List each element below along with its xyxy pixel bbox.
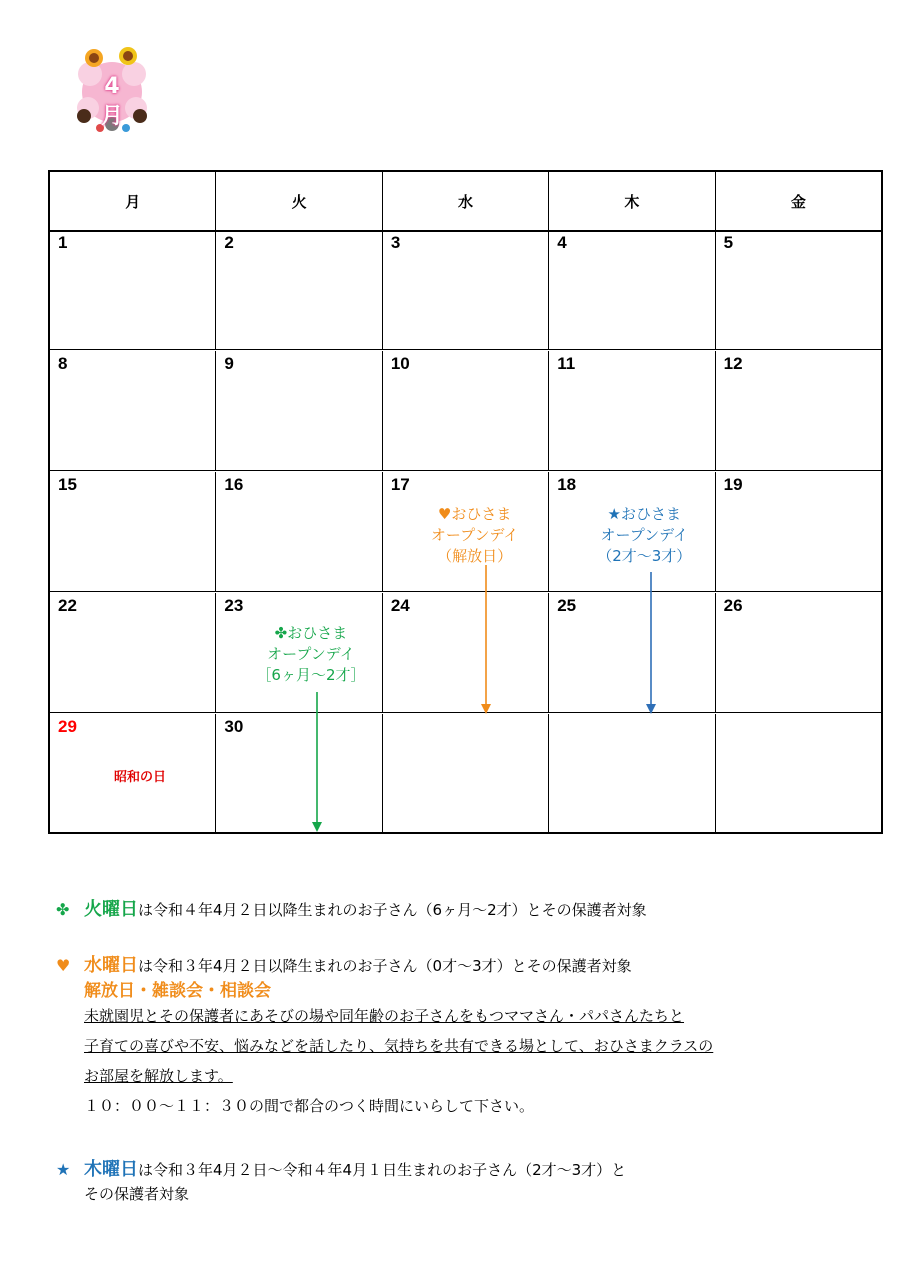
- day-number: 22: [58, 596, 77, 615]
- event-subtitle: オープンデイ: [267, 645, 355, 663]
- legend-text: は令和３年4月２日～令和４年4月１日生まれのお子さん（2才～3才）と: [138, 1161, 627, 1179]
- day-cell: [549, 714, 715, 834]
- weekday-wed: 水: [383, 172, 549, 230]
- day-number: 26: [723, 596, 743, 615]
- day-cell: [216, 714, 382, 834]
- event-title: ♥おひさま: [437, 505, 512, 523]
- day-cell: [716, 230, 881, 349]
- day-number: 12: [723, 354, 743, 373]
- day-number: 16: [224, 475, 244, 494]
- day-number: 8: [58, 354, 68, 373]
- calendar-table: [48, 170, 883, 834]
- legend-subheading: 解放日・雑談会・相談会: [84, 981, 271, 1001]
- legend-description-line: お部屋を解放します。: [84, 1067, 233, 1085]
- legend-day: 木曜日: [84, 1159, 138, 1180]
- month-label: 4月: [100, 74, 123, 129]
- day-number: 11: [557, 354, 576, 373]
- week-row-3: [50, 472, 881, 592]
- day-cell: [383, 230, 549, 349]
- legend-text: は令和４年4月２日以降生まれのお子さん（6ヶ月～2才）とその保護者対象: [138, 901, 647, 919]
- day-cell: [716, 714, 881, 834]
- event-target: （解放日）: [437, 547, 513, 565]
- april-logo: [70, 44, 154, 136]
- legend-description-line: 未就園児とその保護者にあそびの場や同年齢のお子さんをもつママさん・パパさんたちと: [84, 1007, 685, 1025]
- day-number: 25: [557, 596, 577, 615]
- week-row-2: [50, 351, 881, 471]
- day-number: 30: [224, 717, 244, 736]
- legend-wednesday: [56, 954, 876, 1118]
- event-subtitle: オープンデイ: [600, 526, 689, 544]
- day-cell: [549, 472, 715, 591]
- day-cell: [716, 351, 881, 470]
- day-number: 1: [58, 233, 68, 252]
- day-number: 2: [224, 233, 234, 252]
- heart-icon: ♥: [56, 956, 71, 975]
- day-number: 15: [58, 475, 77, 494]
- day-cell: [216, 593, 382, 712]
- legend-thursday: [56, 1158, 876, 1206]
- event-title: ✤おひさま: [274, 624, 348, 642]
- weekday-tue: 火: [216, 172, 382, 230]
- day-cell: [50, 230, 216, 349]
- day-number: 17: [390, 475, 410, 494]
- day-cell: [549, 230, 715, 349]
- day-number: 5: [723, 233, 734, 252]
- legend-description-line: 子育ての喜びや不安、悩みなどを話したり、気持ちを共有できる場として、おひさまクラスの: [84, 1037, 714, 1055]
- day-cell: [716, 472, 881, 591]
- day-cell: [716, 593, 881, 712]
- day-number: 9: [224, 354, 234, 373]
- weekday-thu: 木: [549, 172, 715, 230]
- day-cell: [216, 230, 382, 349]
- day-cell: [216, 351, 382, 470]
- clover-icon: ✤: [56, 900, 70, 919]
- day-cell: [383, 714, 549, 834]
- day-cell: [383, 351, 549, 470]
- event-title: ★おひさま: [607, 505, 681, 523]
- day-cell: [50, 472, 216, 591]
- weekday-header: [50, 172, 881, 232]
- week-row-5: [50, 714, 881, 834]
- event-target: ［6ヶ月～2才］: [256, 666, 366, 684]
- legend-tuesday: [56, 898, 876, 922]
- day-cell: [50, 714, 216, 834]
- day-cell: [50, 351, 216, 470]
- day-number: 4: [557, 233, 567, 252]
- star-icon: ★: [56, 1160, 71, 1179]
- week-row-1: [50, 230, 881, 350]
- day-cell: [216, 472, 382, 591]
- day-number: 19: [723, 475, 743, 494]
- event-target: （2才～3才）: [597, 547, 692, 565]
- event-thu-openday: [597, 504, 691, 567]
- day-number: 3: [390, 233, 401, 252]
- day-cell: [50, 593, 216, 712]
- legend-day: 水曜日: [84, 955, 138, 976]
- day-cell: [549, 593, 715, 712]
- weekday-mon: 月: [50, 172, 216, 230]
- day-cell: [383, 593, 549, 712]
- day-cell: [549, 351, 715, 470]
- day-number: 10: [390, 354, 410, 373]
- day-number-holiday: 29: [58, 717, 77, 736]
- legend-text: は令和３年4月２日以降生まれのお子さん（0才～3才）とその保護者対象: [138, 957, 632, 975]
- legend-day: 火曜日: [84, 899, 138, 920]
- week-row-4: [50, 593, 881, 713]
- legend-time: １０：００～１１：３０の間で都合のつく時間にいらして下さい。: [84, 1097, 535, 1115]
- event-wed-openday: [431, 504, 519, 567]
- weekday-fri: 金: [790, 192, 806, 211]
- holiday-label: 昭和の日: [114, 770, 167, 785]
- event-tue-openday: [256, 623, 365, 686]
- day-number: 23: [224, 596, 244, 615]
- event-subtitle: オープンデイ: [430, 526, 519, 544]
- day-number: 18: [557, 475, 577, 494]
- legend-text-continued: その保護者対象: [84, 1185, 190, 1203]
- day-cell: [383, 472, 549, 591]
- day-number: 24: [390, 596, 410, 615]
